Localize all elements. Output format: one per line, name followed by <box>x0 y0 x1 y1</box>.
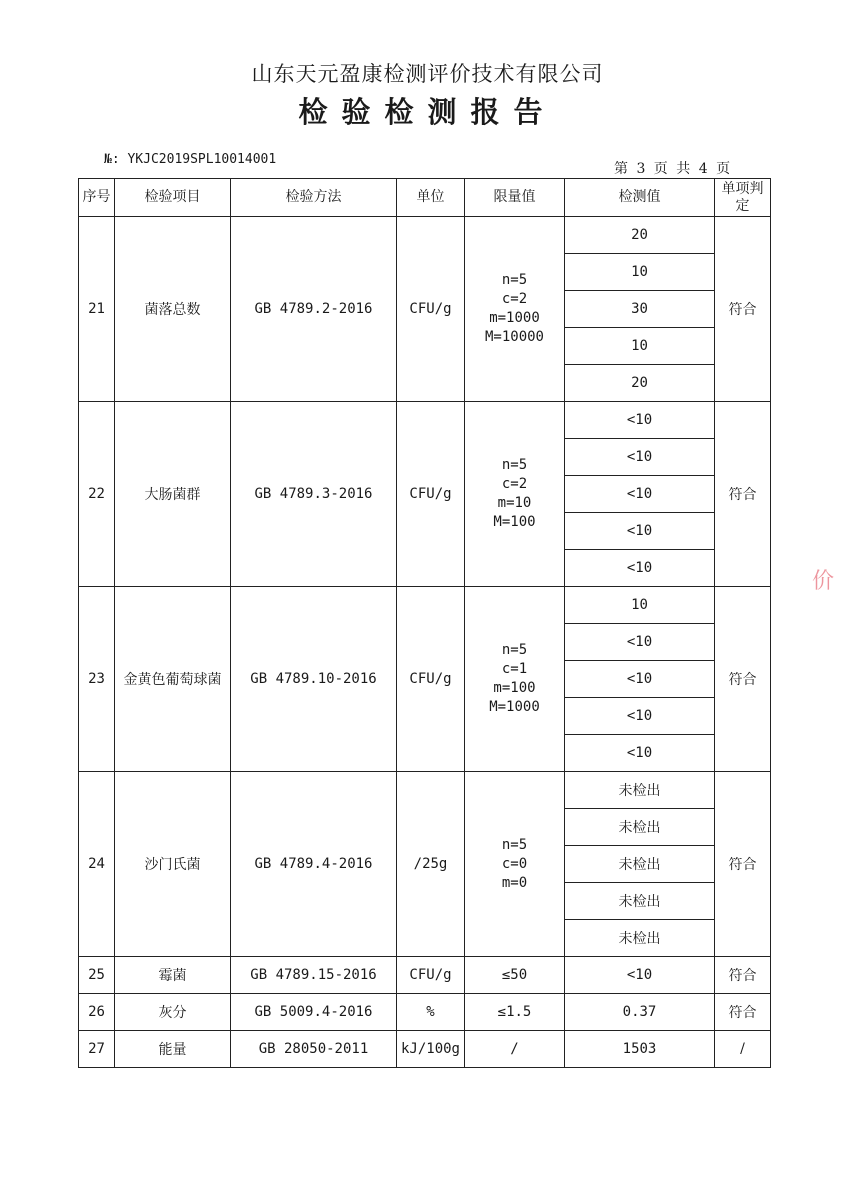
unit: /25g <box>397 772 465 957</box>
result-value: 10 <box>565 587 715 624</box>
limit-line: m=1000 <box>489 310 540 326</box>
result-value: 0.37 <box>565 994 715 1031</box>
report-title: 检验检测报告 <box>298 95 557 129</box>
result-value: 20 <box>565 365 715 402</box>
unit: CFU/g <box>397 402 465 587</box>
result-value: <10 <box>565 439 715 476</box>
result-value: <10 <box>565 476 715 513</box>
test-item: 沙门氏菌 <box>115 772 231 957</box>
limit-values <box>465 217 565 402</box>
stamp-glyph: 价 <box>812 569 835 594</box>
result-value: <10 <box>565 698 715 735</box>
result-value: <10 <box>565 550 715 587</box>
table-row <box>79 1031 771 1068</box>
test-method: GB 4789.2-2016 <box>231 217 397 402</box>
test-item: 大肠菌群 <box>115 402 231 587</box>
limit-values: / <box>465 1031 565 1068</box>
limit-line: M=10000 <box>484 329 544 345</box>
test-item: 能量 <box>115 1031 231 1068</box>
judgement: 符合 <box>715 217 771 402</box>
limit-line: c=1 <box>501 661 528 677</box>
row-no: 21 <box>79 217 115 402</box>
col-header-limit: 限量值 <box>465 179 565 217</box>
col-header-result: 检测值 <box>565 179 715 217</box>
unit: CFU/g <box>397 957 465 994</box>
result-value: 未检出 <box>565 883 715 920</box>
limit-values <box>465 402 565 587</box>
result-value: 未检出 <box>565 846 715 883</box>
judgement: 符合 <box>715 772 771 957</box>
table-body <box>79 217 771 1068</box>
red-seal-stamp <box>812 560 855 730</box>
limit-line: M=1000 <box>489 699 540 715</box>
test-item: 菌落总数 <box>115 217 231 402</box>
table-row <box>79 587 771 624</box>
company-name: 山东天元盈康检测评价技术有限公司 <box>251 62 604 86</box>
result-value: <10 <box>565 661 715 698</box>
test-item: 灰分 <box>115 994 231 1031</box>
result-value: 10 <box>565 254 715 291</box>
judgement: 符合 <box>715 957 771 994</box>
judgement: 符合 <box>715 994 771 1031</box>
table-row <box>79 957 771 994</box>
row-no: 25 <box>79 957 115 994</box>
judgement: 符合 <box>715 402 771 587</box>
table-header-row <box>79 179 771 217</box>
unit: % <box>397 994 465 1031</box>
report-number: №: YKJC2019SPL10014001 <box>104 152 277 167</box>
result-value: <10 <box>565 735 715 772</box>
limit-line: n=5 <box>501 457 528 473</box>
limit-values <box>465 587 565 772</box>
test-method: GB 4789.15-2016 <box>231 957 397 994</box>
test-method: GB 4789.3-2016 <box>231 402 397 587</box>
result-value: 20 <box>565 217 715 254</box>
judgement: 符合 <box>715 587 771 772</box>
judgement: / <box>715 1031 771 1068</box>
unit: kJ/100g <box>397 1031 465 1068</box>
limit-line: m=0 <box>501 874 528 891</box>
limit-line: n=5 <box>501 836 528 853</box>
row-no: 26 <box>79 994 115 1031</box>
test-method: GB 4789.10-2016 <box>231 587 397 772</box>
limit-line: c=2 <box>501 476 528 492</box>
limit-line: c=2 <box>501 291 528 307</box>
limit-values: ≤1.5 <box>465 994 565 1031</box>
result-value: 未检出 <box>565 920 715 957</box>
row-no: 22 <box>79 402 115 587</box>
row-no: 24 <box>79 772 115 957</box>
limit-line: n=5 <box>501 642 528 658</box>
test-item: 金黄色葡萄球菌 <box>115 587 231 772</box>
test-method: GB 4789.4-2016 <box>231 772 397 957</box>
result-value: <10 <box>565 513 715 550</box>
limit-values <box>465 772 565 957</box>
result-value: 1503 <box>565 1031 715 1068</box>
row-no: 27 <box>79 1031 115 1068</box>
result-value: 未检出 <box>565 809 715 846</box>
limit-line: m=10 <box>497 495 532 511</box>
result-value: <10 <box>565 624 715 661</box>
limit-line: n=5 <box>501 272 528 288</box>
unit: CFU/g <box>397 587 465 772</box>
result-value: <10 <box>565 957 715 994</box>
page-indicator: 第 3 页 共 4 页 <box>614 161 733 177</box>
col-header-item: 检验项目 <box>115 179 231 217</box>
unit: CFU/g <box>397 217 465 402</box>
result-value: <10 <box>565 402 715 439</box>
limit-values: ≤50 <box>465 957 565 994</box>
col-header-method: 检验方法 <box>231 179 397 217</box>
col-header-unit: 单位 <box>397 179 465 217</box>
table-row <box>79 402 771 439</box>
test-method: GB 28050-2011 <box>231 1031 397 1068</box>
col-header-judgement: 单项判定 <box>715 179 771 217</box>
test-item: 霉菌 <box>115 957 231 994</box>
limit-line: c=0 <box>501 855 528 872</box>
test-method: GB 5009.4-2016 <box>231 994 397 1031</box>
row-no: 23 <box>79 587 115 772</box>
limit-line: M=100 <box>493 514 536 530</box>
result-value: 未检出 <box>565 772 715 809</box>
result-value: 30 <box>565 291 715 328</box>
table-row <box>79 772 771 809</box>
col-header-no: 序号 <box>79 179 115 217</box>
result-value: 10 <box>565 328 715 365</box>
table-row <box>79 217 771 254</box>
limit-line: m=100 <box>493 680 536 696</box>
results-table <box>78 178 771 1068</box>
table-row <box>79 994 771 1031</box>
